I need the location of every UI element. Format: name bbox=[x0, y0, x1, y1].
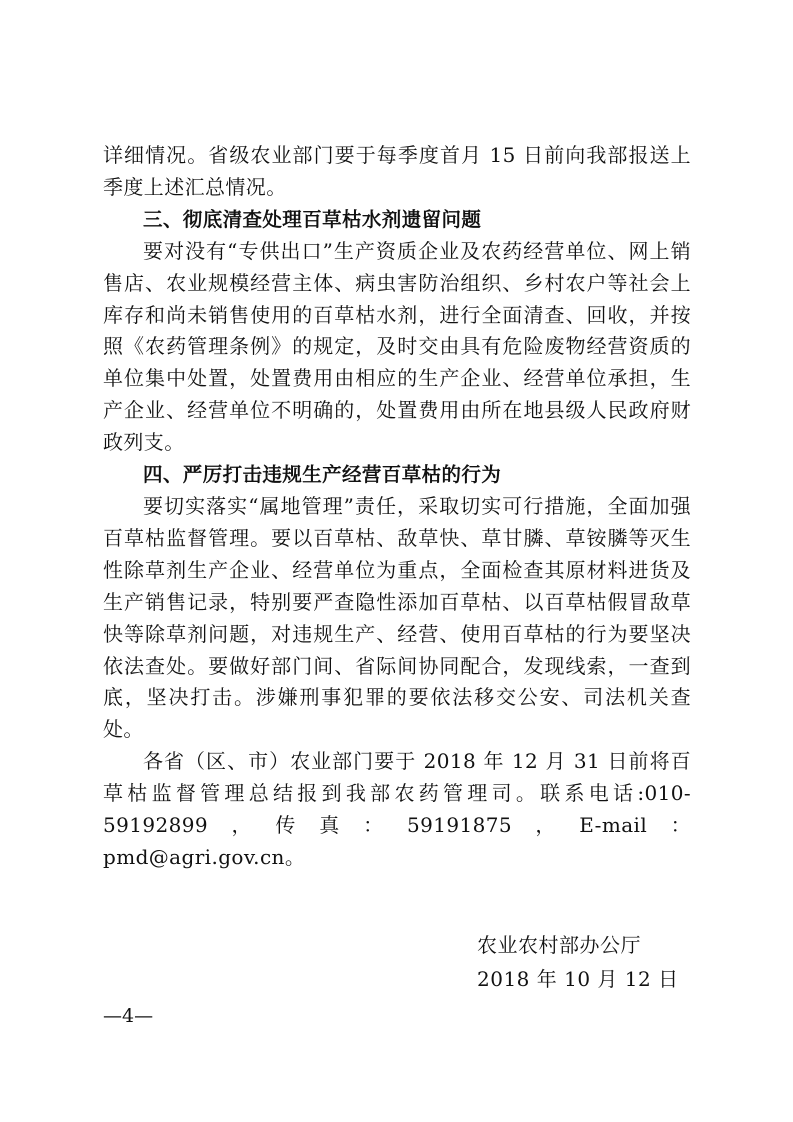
page-number: —4— bbox=[103, 1005, 154, 1027]
section-heading-4: 四、严厉打击违规生产经营百草枯的行为 bbox=[143, 463, 502, 487]
document-body bbox=[103, 140, 691, 874]
issuing-organization: 农业农村部办公厅 bbox=[477, 933, 641, 957]
paragraph-continuation: 详细情况。省级农业部门要于每季度首月 15 日前向我部报送上季度上述汇总情况。 bbox=[103, 143, 691, 199]
paragraph-enforcement: 要切实落实“属地管理”责任，采取切实可行措施，全面加强百草枯监督管理。要以百草枯、敌草快、草甘膦、草铵膦等灭生性除草剂生产企业、经营单位为重点，全面检查其原材料进货及生产销售记录，特别要严查隐性添加百草枯、以百草枯假冒敌草快等除草剂问题，对违规生产、经营、使用百草枯的行为要坚决依法查处。要做好部门间、省际间协同配合，发现线索，一查到底，坚决打击。涉嫌刑事犯罪的要依法移交公安、司法机关查处。 bbox=[103, 493, 691, 742]
paragraph-cleanup: 要对没有“专供出口”生产资质企业及农药经营单位、网上销售店、农业规模经营主体、病虫害防治组织、乡村农户等社会上库存和尚未销售使用的百草枯水剂，进行全面清查、回收，并按照《农药管理条例》的规定，及时交由具有危险废物经营资质的单位集中处置，处置费用由相应的生产企业、经营单位承担，生产企业、经营单位不明确的，处置费用由所在地县级人民政府财政列支。 bbox=[103, 238, 691, 455]
signature-block bbox=[477, 928, 697, 996]
issue-date: 2018 年 10 月 12 日 bbox=[477, 967, 679, 991]
paragraph-reporting: 各省（区、市）农业部门要于 2018 年 12 月 31 日前将百草枯监督管理总结报到我部农药管理司。联系电话:010-59192899，传真：59191875，E-mail：pmd@agri.gov.cn。 bbox=[103, 749, 691, 869]
section-heading-3: 三、彻底清查处理百草枯水剂遗留问题 bbox=[143, 207, 482, 231]
